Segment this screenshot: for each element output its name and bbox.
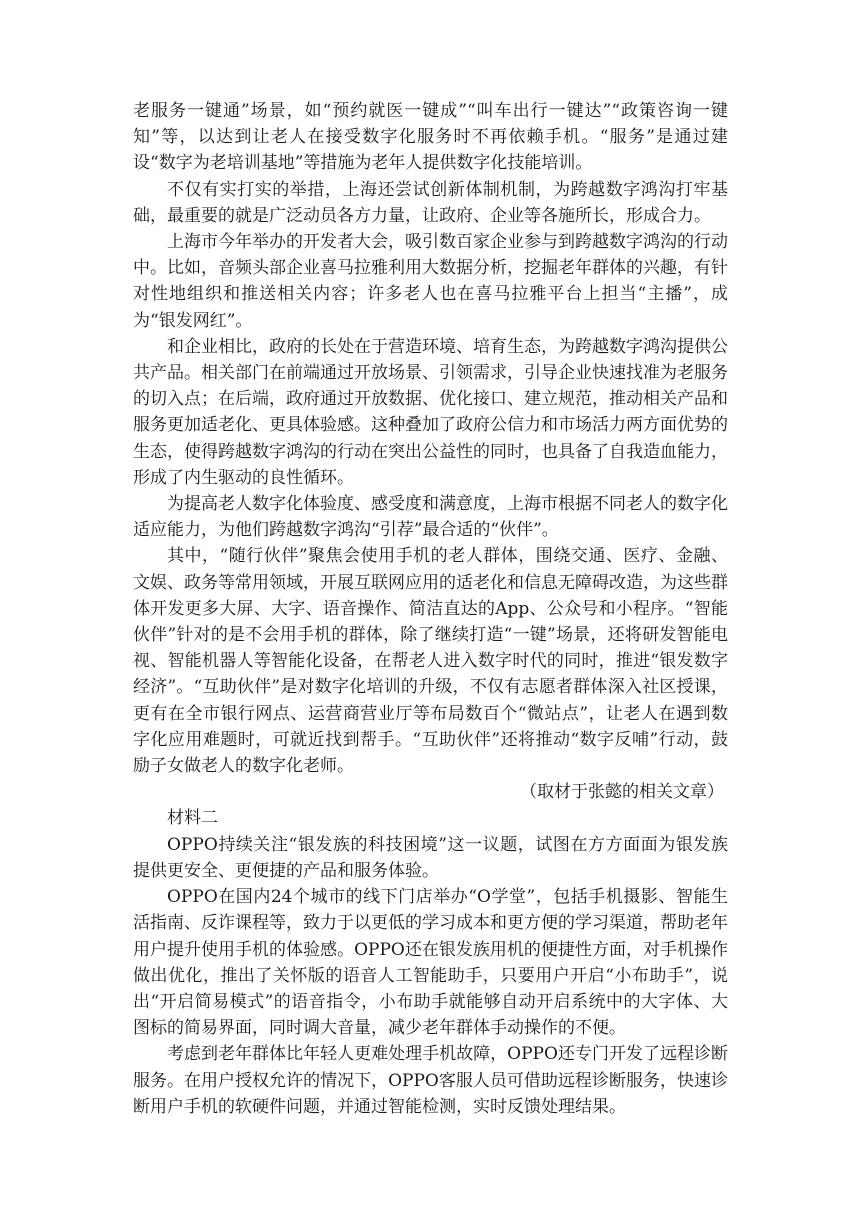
- section-heading: 材料二: [167, 808, 218, 829]
- paragraph: 上海市今年举办的开发者大会，吸引数百家企业参与到跨越数字鸿沟的行动中。比如，音频头部企业喜马拉雅利用大数据分析，挖掘老年群体的兴趣，有针对性地组织和推送相关内容；许多老人也在喜马拉雅平台上担当“主播”，成为“银发网红”。: [133, 232, 728, 331]
- paragraph: OPPO持续关注“银发族的科技困境”这一议题，试图在方方面面为银发族提供更安全、更便捷的产品和服务体验。: [133, 834, 728, 881]
- article-body: [133, 98, 728, 1120]
- paragraph: 和企业相比，政府的长处在于营造环境、培育生态，为跨越数字鸿沟提供公共产品。相关部门在前端通过开放场景、引领需求，引导企业快速找准为老服务的切入点；在后端，政府通过开放数据、优化接口、建立规范，推动相关产品和服务更加适老化、更具体验感。这种叠加了政府公信力和市场活力两方面优势的生态，使得跨越数字鸿沟的行动在突出公益性的同时，也具备了自我造血能力，形成了内生驱动的良性循环。: [133, 336, 728, 488]
- paragraph: OPPO在国内24个城市的线下门店举办“O学堂”，包括手机摄影、智能生活指南、反诈课程等，致力于以更低的学习成本和更方便的学习渠道，帮助老年用户提升使用手机的体验感。OPPO还在银发族用机的便捷性方面，对手机操作做出优化，推出了关怀版的语音人工智能助手，只要用户开启“小布助手”，说出“开启简易模式”的语音指令，小布助手就能够自动开启系统中的大字体、大图标的简易界面，同时调大音量，减少老年群体手动操作的不便。: [133, 887, 728, 1039]
- paragraph: 为提高老人数字化体验度、感受度和满意度，上海市根据不同老人的数字化适应能力，为他们跨越数字鸿沟“引荐”最合适的“伙伴”。: [133, 494, 728, 541]
- paragraph: 不仅有实打实的举措，上海还尝试创新体制机制，为跨越数字鸿沟打牢基础，最重要的就是广泛动员各方力量，让政府、企业等各施所长，形成合力。: [133, 179, 728, 226]
- paragraph: 考虑到老年群体比年轻人更难处理手机故障，OPPO还专门开发了远程诊断服务。在用户授权允许的情况下，OPPO客服人员可借助远程诊断服务，快速诊断用户手机的软硬件问题，并通过智能检测，实时反馈处理结果。: [133, 1044, 728, 1117]
- paragraph-continuation: 老服务一键通”场景，如“预约就医一键成”“叫车出行一键达”“政策咨询一键知”等，以达到让老人在接受数字化服务时不再依赖手机。“服务”是通过建设“数字为老培训基地”等措施为老年人提供数字化技能培训。: [133, 101, 728, 174]
- paragraph: 其中，“随行伙伴”聚焦会使用手机的老人群体，围绕交通、医疗、金融、文娱、政务等常用领域，开展互联网应用的适老化和信息无障碍改造，为这些群体开发更多大屏、大字、语音操作、简洁直达的App、公众号和小程序。“智能伙伴”针对的是不会用手机的群体，除了继续打造“一键”场景，还将研发智能电视、智能机器人等智能化设备，在帮老人进入数字时代的同时，推进“银发数字经济”。“互助伙伴”是对数字化培训的升级，不仅有志愿者群体深入社区授课，更有在全市银行网点、运营商营业厅等布局数百个“微站点”，让老人在遇到数字化应用难题时，可就近找到帮手。“互助伙伴”还将推动“数字反哺”行动，鼓励子女做老人的数字化老师。: [133, 546, 728, 777]
- source-attribution: （取材于张懿的相关文章）: [520, 782, 724, 803]
